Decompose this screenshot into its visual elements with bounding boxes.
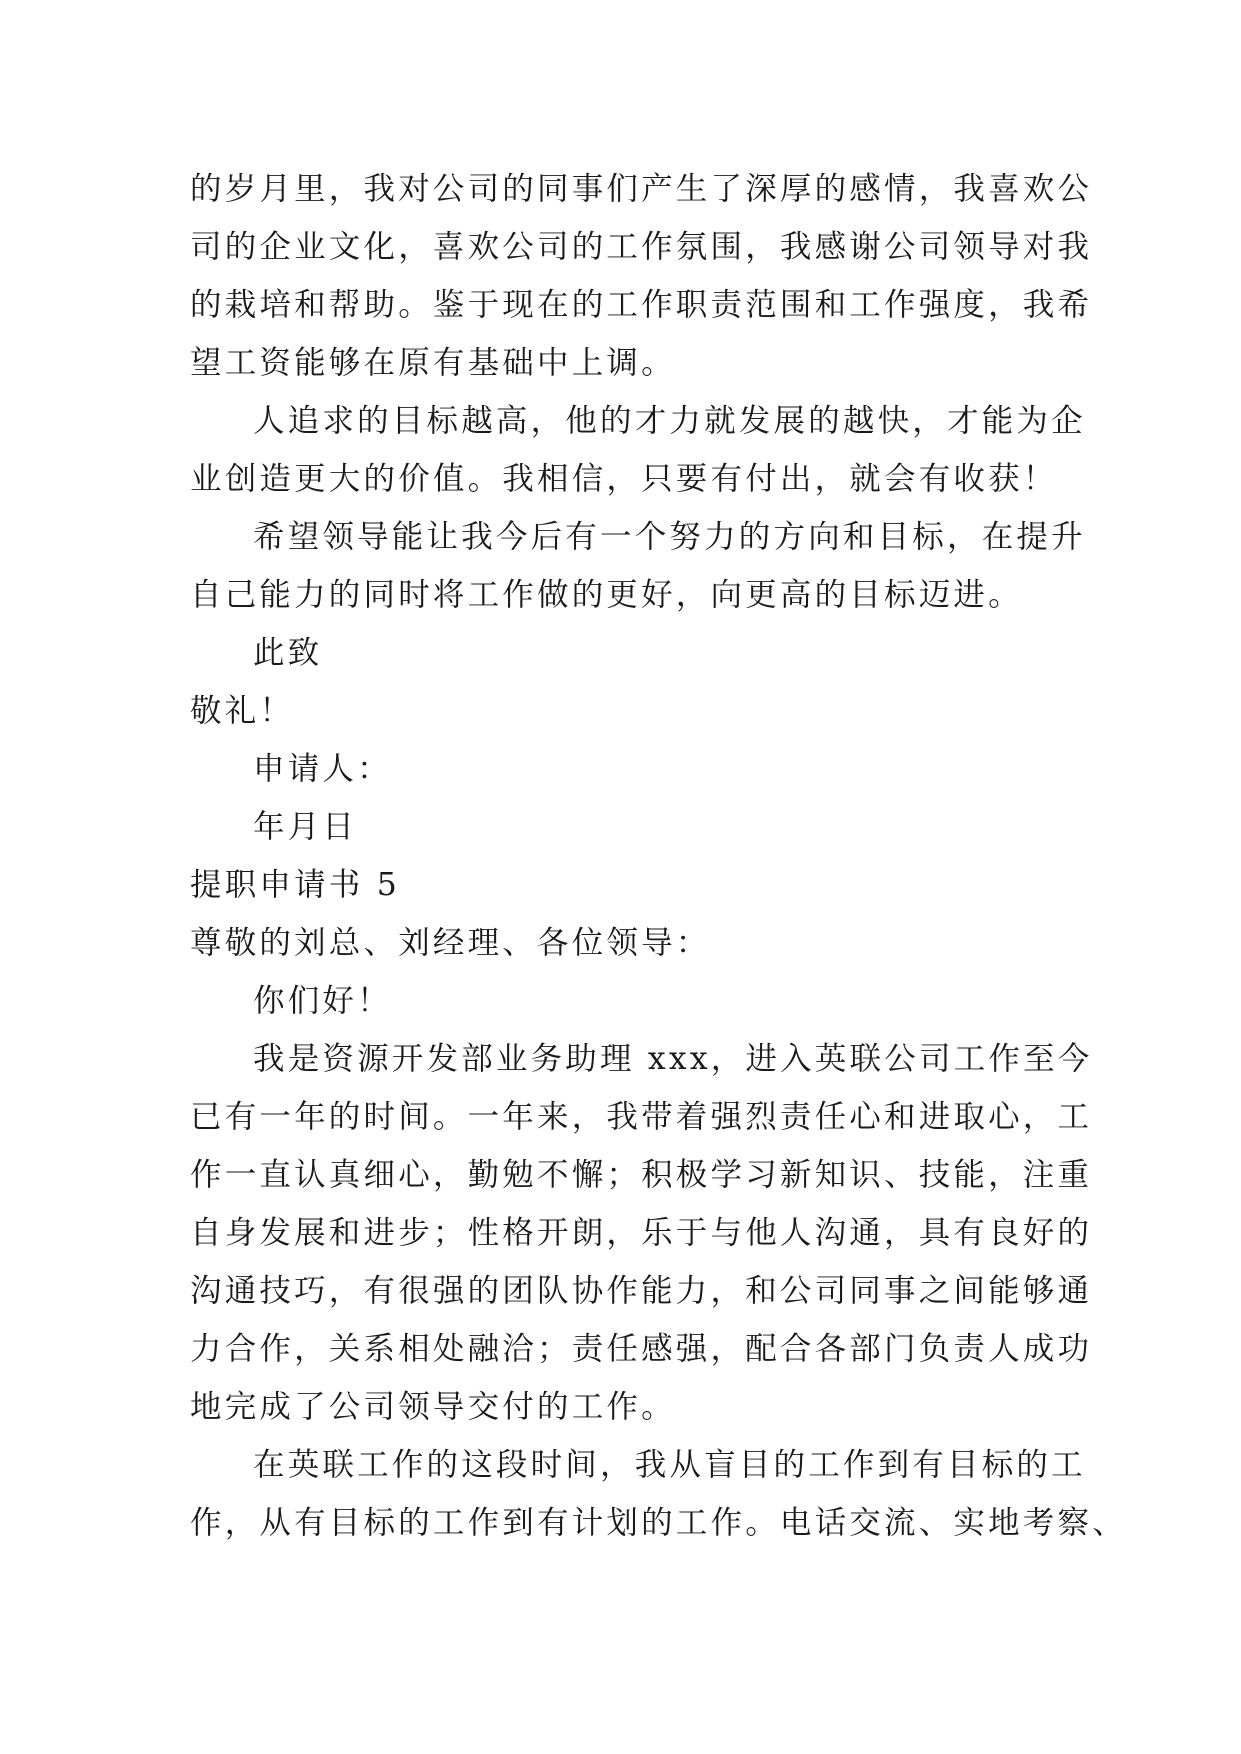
text-line: 业创造更大的价值。我相信，只要有付出，就会有收获！: [190, 461, 1058, 497]
text-line: 自己能力的同时将工作做的更好，向更高的目标迈进。: [190, 577, 1023, 613]
text-line: 作，从有目标的工作到有计划的工作。电话交流、实地考察、: [190, 1505, 1127, 1541]
text-line: 已有一年的时间。一年来，我带着强烈责任心和进取心，工: [190, 1099, 1093, 1135]
text-line: 自身发展和进步；性格开朗，乐于与他人沟通，具有良好的: [190, 1215, 1093, 1251]
text-line: 提职申请书 5: [190, 867, 400, 903]
text-line: 司的企业文化，喜欢公司的工作氛围，我感谢公司领导对我: [190, 229, 1093, 265]
text-line: 年月日: [253, 809, 358, 845]
text-line: 作一直认真细心，勤勉不懈；积极学习新知识、技能，注重: [190, 1157, 1093, 1193]
document-body: [190, 160, 1127, 1552]
text-line: 人追求的目标越高，他的才力就发展的越快，才能为企: [253, 403, 1086, 439]
text-line: 我是资源开发部业务助理 xxx，进入英联公司工作至今: [253, 1041, 1093, 1077]
text-line: 地完成了公司领导交付的工作。: [190, 1389, 676, 1425]
text-line: 的栽培和帮助。鉴于现在的工作职责范围和工作强度，我希: [190, 287, 1093, 323]
text-line: 望工资能够在原有基础中上调。: [190, 345, 676, 381]
text-line: 尊敬的刘总、刘经理、各位领导：: [190, 925, 711, 961]
text-line: 申请人：: [253, 751, 392, 787]
text-line: 你们好！: [253, 983, 392, 1019]
text-line: 此致: [253, 635, 323, 671]
text-line: 的岁月里，我对公司的同事们产生了深厚的感情，我喜欢公: [190, 171, 1093, 207]
text-line: 敬礼！: [190, 693, 295, 729]
text-line: 沟通技巧，有很强的团队协作能力，和公司同事之间能够通: [190, 1273, 1093, 1309]
text-line: 在英联工作的这段时间，我从盲目的工作到有目标的工: [253, 1447, 1086, 1483]
text-line: 希望领导能让我今后有一个努力的方向和目标，在提升: [253, 519, 1086, 555]
text-line: 力合作，关系相处融洽；责任感强，配合各部门负责人成功: [190, 1331, 1093, 1367]
